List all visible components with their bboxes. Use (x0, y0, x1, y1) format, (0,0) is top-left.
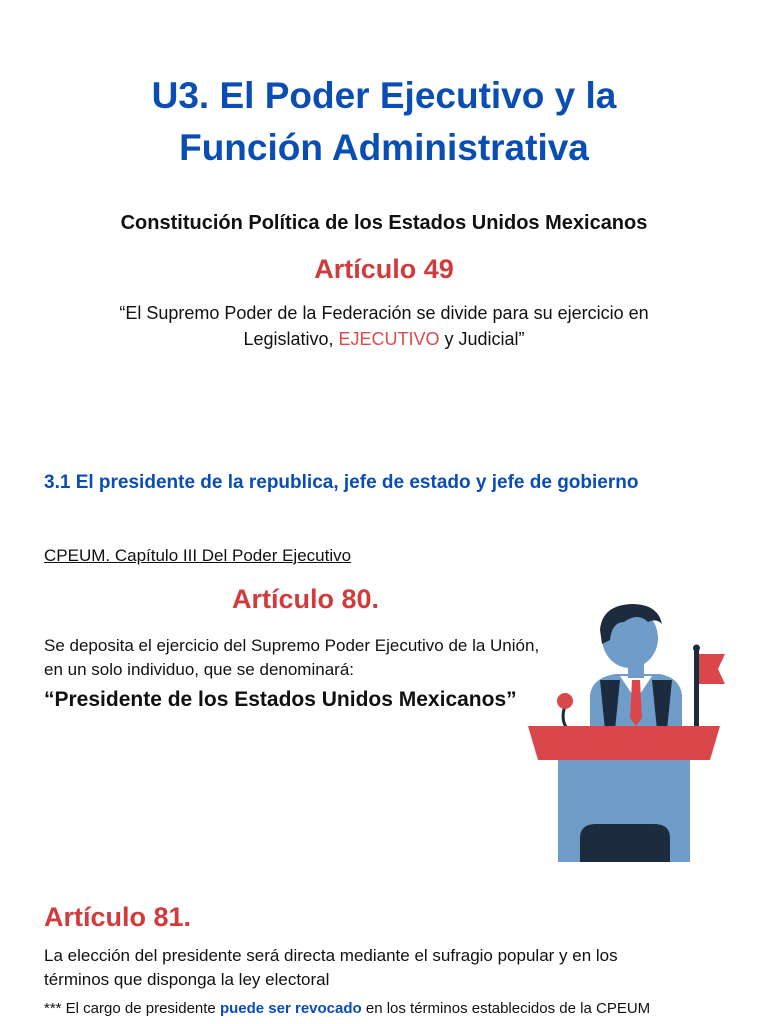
page-title (0, 70, 768, 174)
ejecutivo-highlight: EJECUTIVO (338, 329, 440, 349)
article-81-heading: Artículo 81. (44, 902, 192, 932)
note-bold: puede ser revocado (219, 1000, 362, 1017)
article-80-heading: Artículo 80. (232, 584, 380, 614)
article-80-line2: en un solo individuo, que se denominará: (44, 660, 354, 679)
note-post: en los términos establecidos de la CPEUM (361, 1000, 651, 1017)
section-heading: 3.1 El presidente de la republica, jefe de estado y jefe de gobierno (44, 472, 639, 493)
article-49-line2 (60, 326, 708, 352)
president-at-podium-illustration (520, 600, 730, 865)
note-pre: *** El cargo de presidente (44, 1000, 220, 1017)
revocation-note (44, 1000, 650, 1017)
microphone-icon (557, 693, 573, 730)
page-title-line2: Función Administrativa (179, 127, 589, 168)
article-49-line2-post: y Judicial” (439, 329, 525, 349)
article-81-text (44, 944, 734, 992)
article-49-heading: Artículo 49 (314, 254, 454, 284)
article-49-quote (60, 300, 708, 352)
person-figure (590, 604, 682, 730)
flag-icon (693, 645, 725, 731)
president-title-quote: “Presidente de los Estados Unidos Mexicanos” (44, 688, 517, 711)
page-title-line1: U3. El Poder Ejecutivo y la (151, 75, 617, 116)
chapter-reference: CPEUM. Capítulo III Del Poder Ejecutivo (44, 546, 352, 565)
article-81-line1: La elección del presidente será directa mediante el sufragio popular y en los (44, 946, 618, 965)
article-49-line1: “El Supremo Poder de la Federación se divide para su ejercicio en (119, 303, 649, 323)
constitution-subtitle: Constitución Política de los Estados Unidos Mexicanos (120, 212, 648, 234)
article-80-line1: Se deposita el ejercicio del Supremo Poder Ejecutivo de la Unión, (44, 636, 540, 655)
podium (528, 726, 720, 862)
article-81-line2: términos que disponga la ley electoral (44, 970, 330, 989)
article-49-line2-pre: Legislativo, (243, 329, 339, 349)
